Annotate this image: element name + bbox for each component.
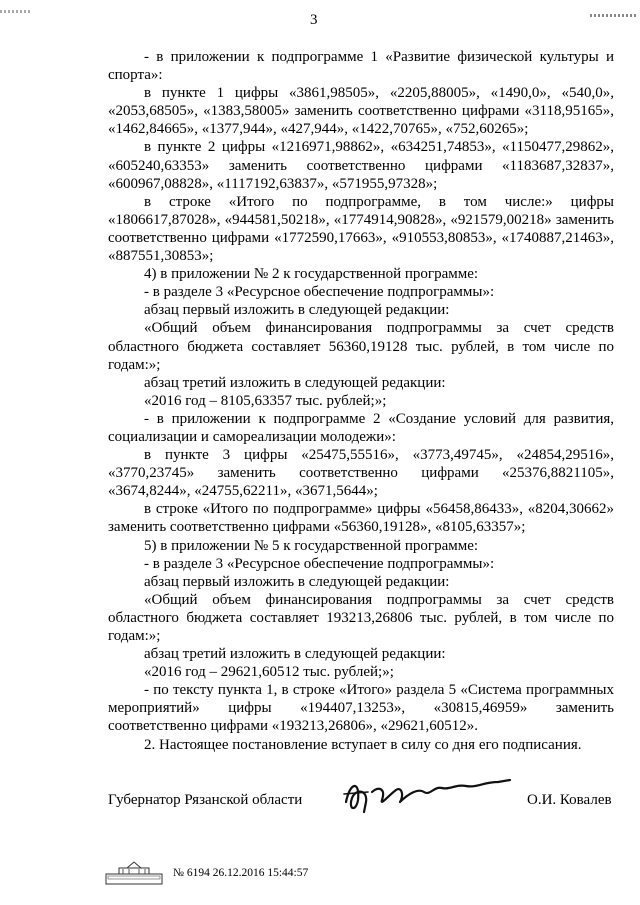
paragraph: - в приложении к подпрограмме 1 «Развитие физической культуры и спорта»: <box>108 49 614 84</box>
paragraph: - по тексту пункта 1, в строке «Итого» раздела 5 «Система программных мероприятий» цифры «194407,13253», «30815,46959» заменить соответственно цифрами «193213,26806», «29621,60512». <box>108 682 614 735</box>
paragraph: абзац третий изложить в следующей редакции: <box>144 646 446 663</box>
paragraph: абзац третий изложить в следующей редакции: <box>144 374 446 391</box>
paragraph: - в разделе 3 «Ресурсное обеспечение подпрограммы»: <box>144 555 495 572</box>
paragraph: абзац первый изложить в следующей редакции: <box>144 302 450 319</box>
paragraph: в пункте 2 цифры «1216971,98862», «634251,74853», «1150477,29862», «605240,63353» заменить соответственно цифрами «1183687,32837», «600967,08828», «1117192,63837», «571955,97328»; <box>108 139 614 192</box>
handwritten-signature <box>338 772 518 822</box>
paragraph: абзац первый изложить в следующей редакции: <box>144 573 450 590</box>
emblem-stamp <box>105 860 163 886</box>
paragraph: «2016 год – 8105,63357 тыс. рублей;»; <box>144 392 387 409</box>
paragraph: 4) в приложении № 2 к государственной программе: <box>144 266 479 283</box>
paragraph: в строке «Итого по подпрограмме, в том числе:» цифры «1806617,87028», «944581,50218», «1774914,90828», «921579,00218» заменить соответственно цифрами «1772590,17663», «910553,80853», «1740887,21463», «887551,30853»; <box>108 193 614 265</box>
paragraph: «Общий объем финансирования подпрограммы за счет средств областного бюджета составляет 193213,26806 тыс. рублей, в том числе по годам:»; <box>108 591 614 644</box>
document-body <box>108 48 614 754</box>
paragraph: в строке «Итого по подпрограмме» цифры «56458,86433», «8204,30662» заменить соответственно цифрами «56360,19128», «8105,63357»; <box>108 501 614 536</box>
paragraph: 2. Настоящее постановление вступает в силу со дня его подписания. <box>144 736 582 753</box>
page-number: 3 <box>310 12 318 28</box>
scan-artifact <box>590 14 636 17</box>
paragraph: 5) в приложении № 5 к государственной программе: <box>144 537 479 554</box>
signatory-name: О.И. Ковалев <box>527 792 612 808</box>
paragraph: - в разделе 3 «Ресурсное обеспечение подпрограммы»: <box>144 284 495 301</box>
scan-artifact <box>0 10 30 13</box>
signatory-position: Губернатор Рязанской области <box>108 792 303 808</box>
registration-number: № 6194 26.12.2016 15:44:57 <box>173 867 309 879</box>
paragraph: «Общий объем финансирования подпрограммы за счет средств областного бюджета составляет 56360,19128 тыс. рублей, в том числе по годам:»; <box>108 320 614 373</box>
paragraph: в пункте 3 цифры «25475,55516», «3773,49745», «24854,29516», «3770,23745» заменить соответственно цифрами «25376,8821105», «3674,8244», «24755,62211», «3671,5644»; <box>108 447 614 500</box>
paragraph: - в приложении к подпрограмме 2 «Создание условий для развития, социализации и самореализации молодежи»: <box>108 410 614 445</box>
paragraph: в пункте 1 цифры «3861,98505», «2205,88005», «1490,0», «540,0», «2053,68505», «1383,58005» заменить соответственно цифрами «3118,95165», «1462,84665», «1377,944», «427,944», «1422,70765», «752,60265»; <box>108 85 614 138</box>
paragraph: «2016 год – 29621,60512 тыс. рублей;»; <box>144 664 394 681</box>
registration-footer <box>105 860 308 886</box>
